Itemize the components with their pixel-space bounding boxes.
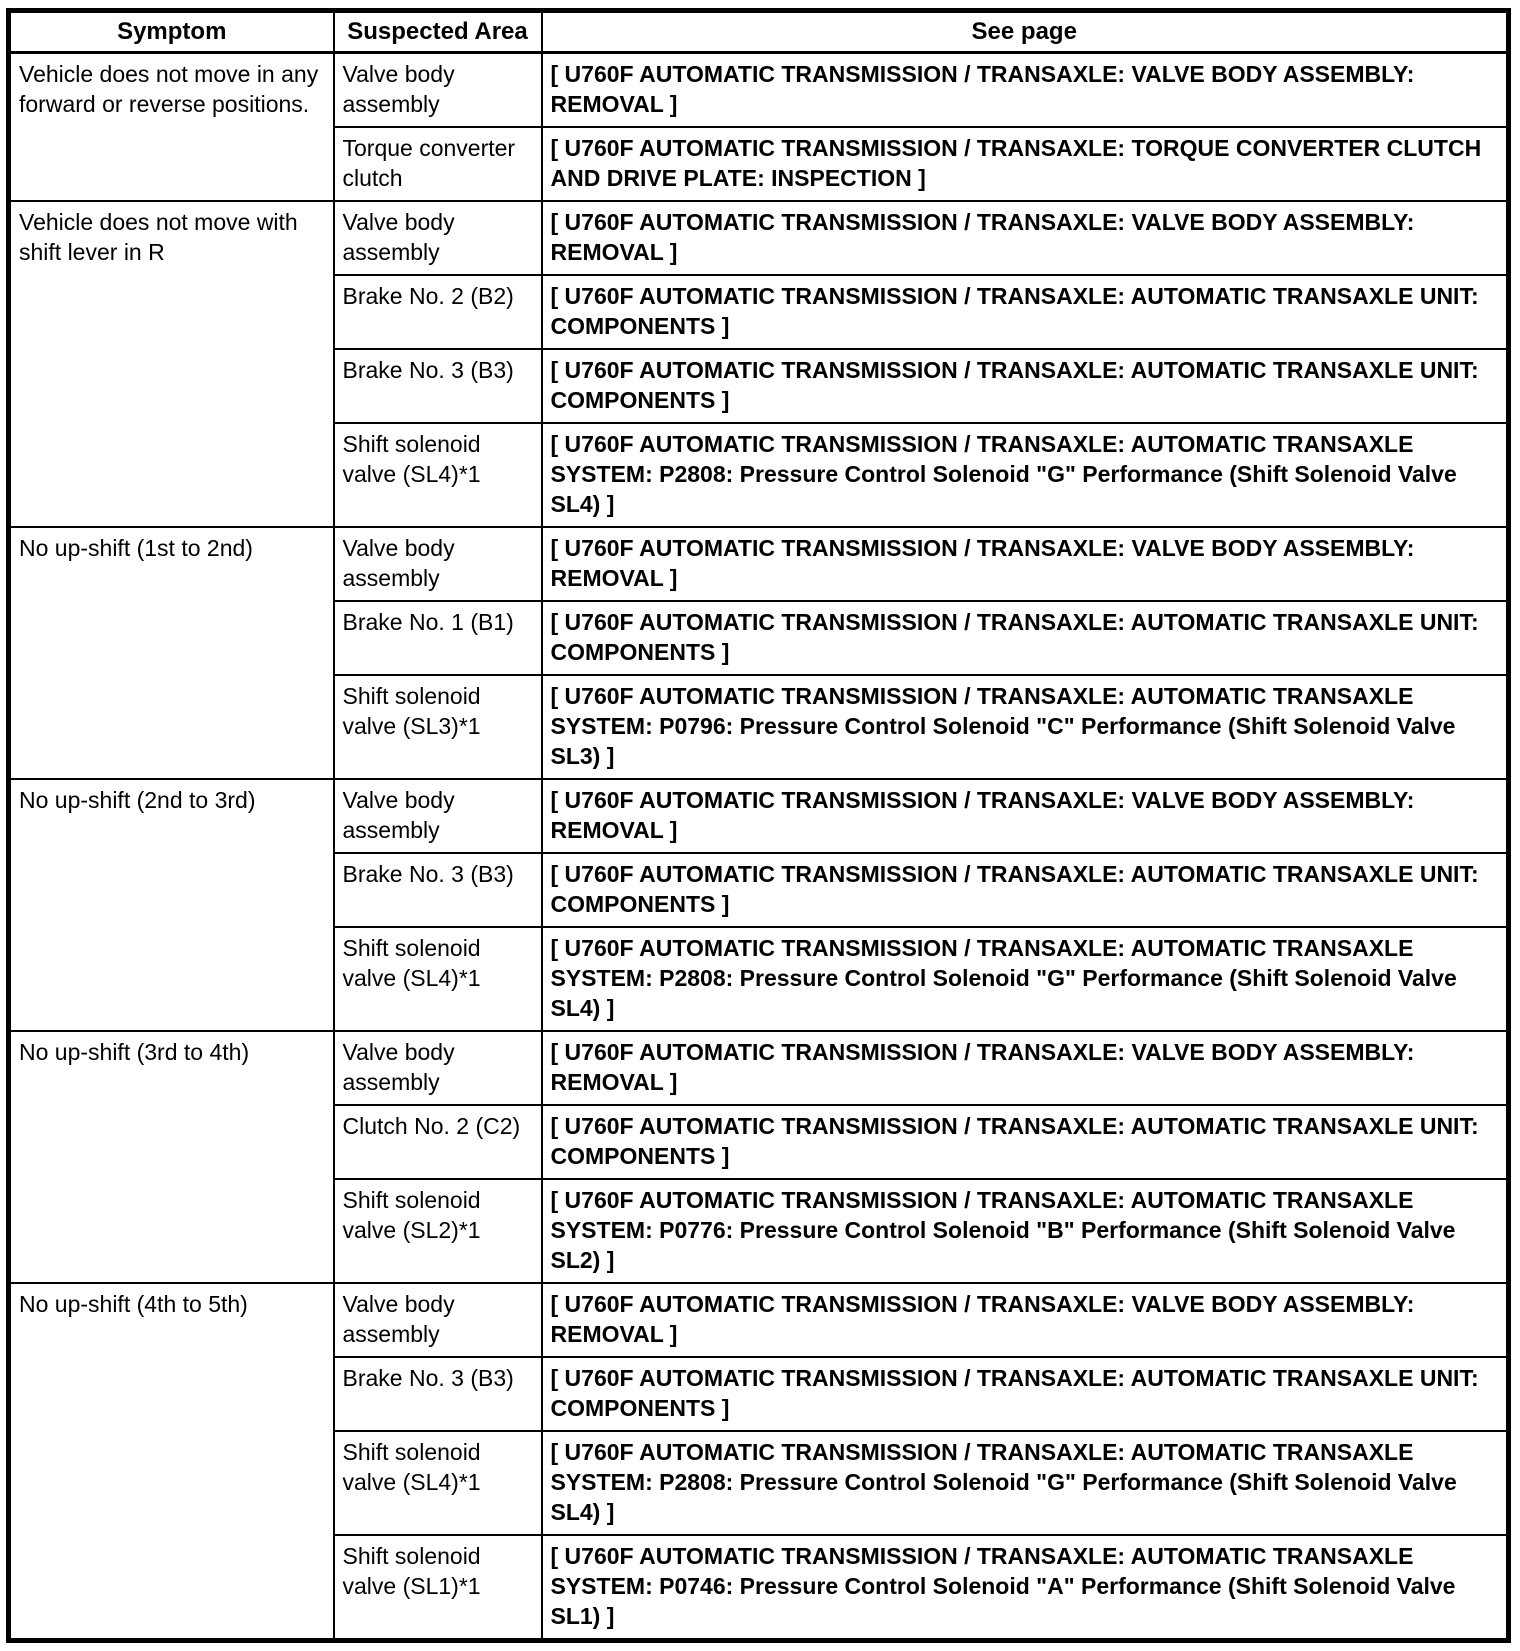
suspected-area-cell: Shift solenoid valve (SL3)*1 [334,675,542,779]
header-suspected-area: Suspected Area [334,11,542,53]
see-page-link[interactable]: [ U760F AUTOMATIC TRANSMISSION / TRANSAXLE: VALVE BODY ASSEMBLY: REMOVAL ] [542,779,1509,853]
suspected-area-cell: Valve body assembly [334,201,542,275]
table-row [9,1283,1509,1357]
suspected-area-cell: Shift solenoid valve (SL4)*1 [334,1431,542,1535]
table-row [9,53,1509,128]
see-page-link[interactable]: [ U760F AUTOMATIC TRANSMISSION / TRANSAXLE: AUTOMATIC TRANSAXLE SYSTEM: P2808: Pressure Control Solenoid "G" Performance (Shift Solenoid Valve SL4) ] [542,927,1509,1031]
suspected-area-cell: Clutch No. 2 (C2) [334,1105,542,1179]
suspected-area-cell: Valve body assembly [334,779,542,853]
table-row [9,201,1509,275]
symptom-cell: No up-shift (1st to 2nd) [9,527,334,779]
symptom-cell: No up-shift (3rd to 4th) [9,1031,334,1283]
suspected-area-cell: Shift solenoid valve (SL4)*1 [334,927,542,1031]
table-row [9,527,1509,601]
suspected-area-cell: Shift solenoid valve (SL2)*1 [334,1179,542,1283]
see-page-link[interactable]: [ U760F AUTOMATIC TRANSMISSION / TRANSAXLE: AUTOMATIC TRANSAXLE SYSTEM: P0746: Pressure Control Solenoid "A" Performance (Shift Solenoid Valve SL1) ] [542,1535,1509,1641]
see-page-link[interactable]: [ U760F AUTOMATIC TRANSMISSION / TRANSAXLE: AUTOMATIC TRANSAXLE SYSTEM: P0776: Pressure Control Solenoid "B" Performance (Shift Solenoid Valve SL2) ] [542,1179,1509,1283]
suspected-area-cell: Brake No. 3 (B3) [334,1357,542,1431]
see-page-link[interactable]: [ U760F AUTOMATIC TRANSMISSION / TRANSAXLE: TORQUE CONVERTER CLUTCH AND DRIVE PLATE: INSPECTION ] [542,127,1509,201]
see-page-link[interactable]: [ U760F AUTOMATIC TRANSMISSION / TRANSAXLE: AUTOMATIC TRANSAXLE SYSTEM: P0796: Pressure Control Solenoid "C" Performance (Shift Solenoid Valve SL3) ] [542,675,1509,779]
see-page-link[interactable]: [ U760F AUTOMATIC TRANSMISSION / TRANSAXLE: VALVE BODY ASSEMBLY: REMOVAL ] [542,527,1509,601]
see-page-link[interactable]: [ U760F AUTOMATIC TRANSMISSION / TRANSAXLE: VALVE BODY ASSEMBLY: REMOVAL ] [542,1031,1509,1105]
see-page-link[interactable]: [ U760F AUTOMATIC TRANSMISSION / TRANSAXLE: VALVE BODY ASSEMBLY: REMOVAL ] [542,1283,1509,1357]
see-page-link[interactable]: [ U760F AUTOMATIC TRANSMISSION / TRANSAXLE: AUTOMATIC TRANSAXLE UNIT: COMPONENTS ] [542,349,1509,423]
table-row [9,1031,1509,1105]
suspected-area-cell: Shift solenoid valve (SL4)*1 [334,423,542,527]
suspected-area-cell: Shift solenoid valve (SL1)*1 [334,1535,542,1641]
see-page-link[interactable]: [ U760F AUTOMATIC TRANSMISSION / TRANSAXLE: AUTOMATIC TRANSAXLE SYSTEM: P2808: Pressure Control Solenoid "G" Performance (Shift Solenoid Valve SL4) ] [542,1431,1509,1535]
see-page-link[interactable]: [ U760F AUTOMATIC TRANSMISSION / TRANSAXLE: AUTOMATIC TRANSAXLE UNIT: COMPONENTS ] [542,1105,1509,1179]
suspected-area-cell: Valve body assembly [334,527,542,601]
see-page-link[interactable]: [ U760F AUTOMATIC TRANSMISSION / TRANSAXLE: AUTOMATIC TRANSAXLE UNIT: COMPONENTS ] [542,275,1509,349]
see-page-link[interactable]: [ U760F AUTOMATIC TRANSMISSION / TRANSAXLE: VALVE BODY ASSEMBLY: REMOVAL ] [542,53,1509,128]
suspected-area-cell: Brake No. 2 (B2) [334,275,542,349]
see-page-link[interactable]: [ U760F AUTOMATIC TRANSMISSION / TRANSAXLE: AUTOMATIC TRANSAXLE UNIT: COMPONENTS ] [542,1357,1509,1431]
see-page-link[interactable]: [ U760F AUTOMATIC TRANSMISSION / TRANSAXLE: AUTOMATIC TRANSAXLE UNIT: COMPONENTS ] [542,853,1509,927]
suspected-area-cell: Brake No. 3 (B3) [334,853,542,927]
see-page-link[interactable]: [ U760F AUTOMATIC TRANSMISSION / TRANSAXLE: VALVE BODY ASSEMBLY: REMOVAL ] [542,201,1509,275]
header-see-page: See page [542,11,1509,53]
see-page-link[interactable]: [ U760F AUTOMATIC TRANSMISSION / TRANSAXLE: AUTOMATIC TRANSAXLE UNIT: COMPONENTS ] [542,601,1509,675]
suspected-area-cell: Valve body assembly [334,1031,542,1105]
suspected-area-cell: Valve body assembly [334,53,542,128]
table-header-row [9,11,1509,53]
see-page-link[interactable]: [ U760F AUTOMATIC TRANSMISSION / TRANSAXLE: AUTOMATIC TRANSAXLE SYSTEM: P2808: Pressure Control Solenoid "G" Performance (Shift Solenoid Valve SL4) ] [542,423,1509,527]
symptom-cell: Vehicle does not move with shift lever in R [9,201,334,527]
suspected-area-cell: Brake No. 1 (B1) [334,601,542,675]
suspected-area-cell: Torque converter clutch [334,127,542,201]
symptom-cell: Vehicle does not move in any forward or reverse positions. [9,53,334,202]
suspected-area-cell: Brake No. 3 (B3) [334,349,542,423]
suspected-area-cell: Valve body assembly [334,1283,542,1357]
table-row [9,779,1509,853]
diagnostic-symptom-table [6,8,1511,1643]
header-symptom: Symptom [9,11,334,53]
symptom-cell: No up-shift (4th to 5th) [9,1283,334,1641]
symptom-cell: No up-shift (2nd to 3rd) [9,779,334,1031]
